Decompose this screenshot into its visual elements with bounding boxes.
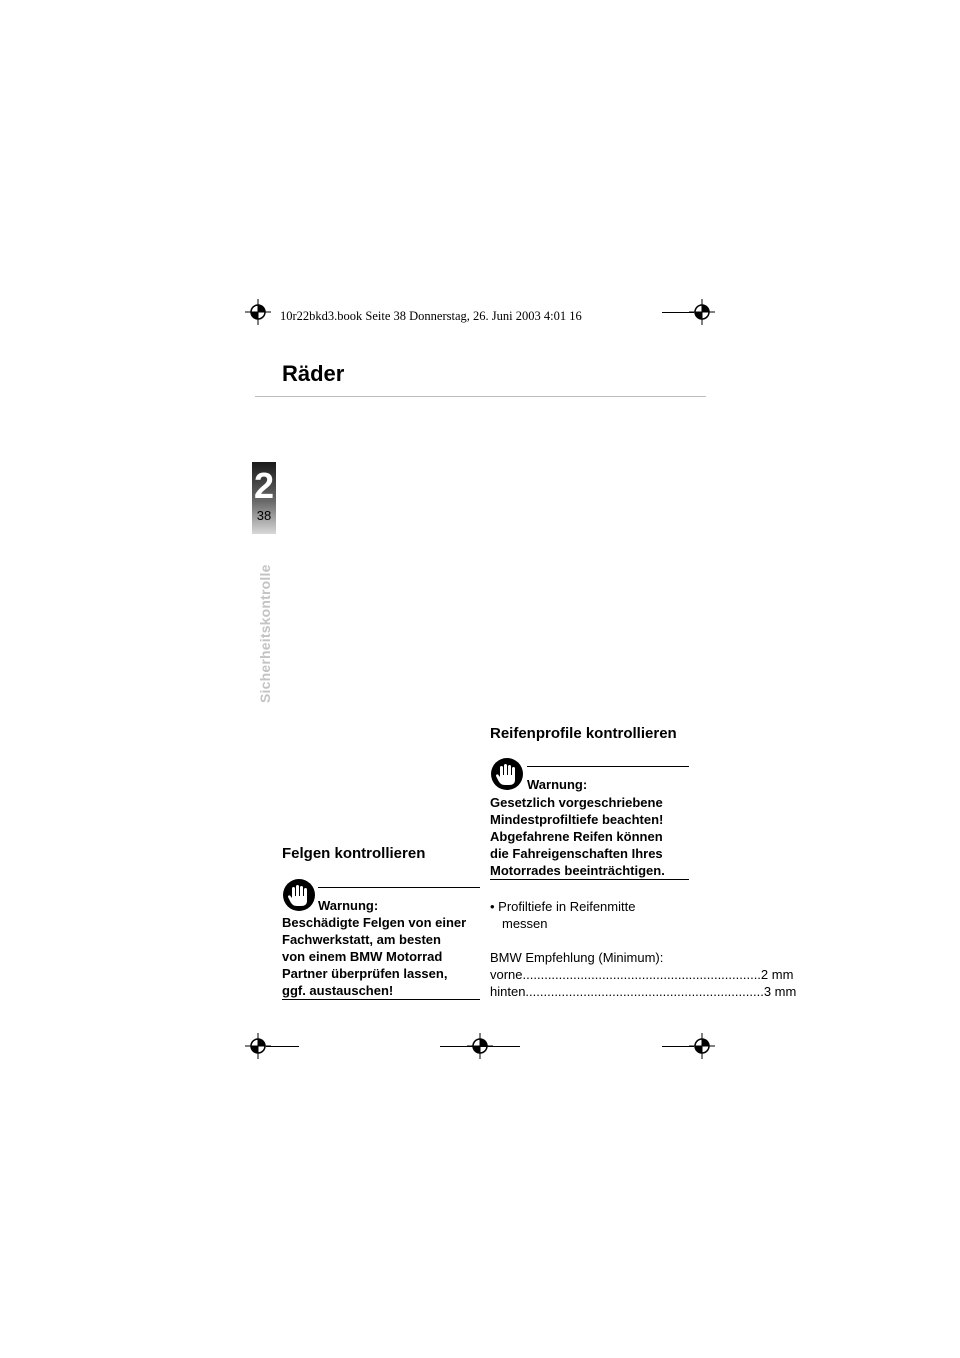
warning-line: Motorrades beeinträchtigen.	[490, 863, 665, 878]
section-heading-felgen: Felgen kontrollieren	[282, 845, 426, 862]
warning-bottom-rule	[490, 879, 689, 880]
warning-label: Warnung:	[318, 898, 379, 913]
spec-row-front	[490, 966, 794, 983]
bullet-text-continued: messen	[502, 916, 548, 931]
crop-line	[662, 312, 694, 313]
warning-hand-icon	[490, 757, 524, 791]
warning-line: ggf. austauschen!	[282, 983, 394, 998]
warning-line: von einem BMW Motorrad	[282, 949, 443, 964]
warning-line: Partner überprüfen lassen,	[282, 966, 448, 981]
warning-label: Warnung:	[527, 777, 588, 792]
spec-row-rear	[490, 983, 797, 1000]
warning-line: Abgefahrene Reifen können	[490, 829, 663, 844]
spec-label: vorne	[490, 967, 523, 982]
leader-dots: ..................................................................	[522, 967, 761, 982]
print-info: 10r22bkd3.book Seite 38 Donnerstag, 26. Juni 2003 4:01 16	[280, 309, 582, 323]
title-divider	[255, 396, 706, 397]
spec-value: 2 mm	[760, 967, 794, 982]
bullet-text: • Profiltiefe in Reifenmitte	[490, 899, 636, 914]
leader-dots: ..................................................................	[525, 984, 764, 999]
warning-line: Beschädigte Felgen von einer	[282, 915, 467, 930]
side-section-label: Sicherheitskontrolle	[257, 564, 273, 703]
page-title: Räder	[282, 361, 345, 386]
warning-line: die Fahreigenschaften Ihres	[490, 846, 663, 861]
crop-line	[662, 1046, 694, 1047]
warning-text-felgen	[282, 914, 482, 999]
spec-value: 3 mm	[763, 984, 797, 999]
warning-hand-icon	[282, 878, 316, 912]
spec-label: hinten	[490, 984, 526, 999]
warning-line: Mindestprofiltiefe beachten!	[490, 812, 664, 827]
registration-mark-icon	[245, 299, 271, 325]
warning-text-reifen	[490, 794, 695, 879]
chapter-number: 2	[253, 465, 275, 506]
crop-line	[440, 1046, 520, 1047]
section-heading-reifenprofile: Reifenprofile kontrollieren	[490, 725, 677, 742]
warning-line: Fachwerkstatt, am besten	[282, 932, 441, 947]
warning-line: Gesetzlich vorgeschriebene	[490, 795, 663, 810]
crop-line	[266, 1046, 299, 1047]
warning-top-rule	[318, 887, 480, 888]
bullet-item	[490, 898, 635, 932]
recommendation-label: BMW Empfehlung (Minimum):	[490, 950, 664, 965]
page-number: 38	[256, 508, 272, 523]
warning-bottom-rule	[282, 999, 480, 1000]
warning-top-rule	[527, 766, 689, 767]
